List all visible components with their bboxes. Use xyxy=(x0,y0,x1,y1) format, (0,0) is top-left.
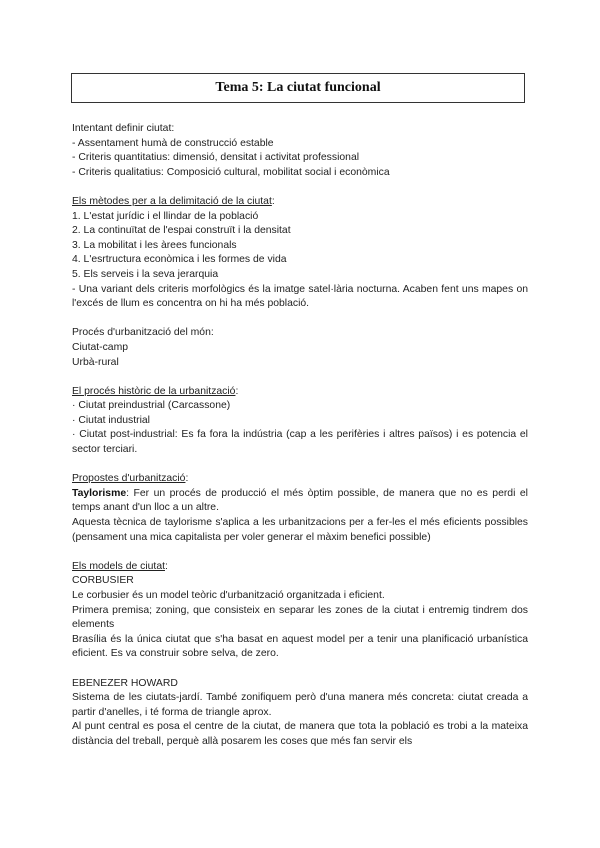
taylorisme-term: Taylorisme xyxy=(72,487,127,499)
taylorisme-application: Aquesta tècnica de taylorisme s'aplica a les urbanitzacions per a fer-les el més eficients possibles (pensament una mica capitalista per voler generar el màxim benefici possible) xyxy=(72,517,528,543)
history-heading: El procés històric de la urbanització: xyxy=(72,385,239,397)
document-body xyxy=(72,122,528,750)
corbusier-paragraph: Primera premisa; zoning, que consisteix en separar les zones de la ciutat i entremig tindrem dos elements xyxy=(72,604,528,631)
taylorisme-definition: Taylorisme: Fer un procés de producció el més òptim possible, de manera que no es perdi el temps anant d'un lloc a un altre. xyxy=(72,487,528,514)
intro-item: - Criteris qualitatius: Composició cultural, mobilitat social i econòmica xyxy=(72,166,390,178)
history-item: · Ciutat preindustrial (Carcassone) xyxy=(72,400,231,412)
methods-item: 1. L'estat jurídic i el llindar de la població xyxy=(72,210,259,222)
methods-item: 4. L'esrtructura econòmica i les formes de vida xyxy=(72,254,287,266)
methods-heading: Els mètodes per a la delimitació de la ciutat: xyxy=(72,195,275,207)
process-item: Ciutat-camp xyxy=(72,341,129,353)
corbusier-title: CORBUSIER xyxy=(72,575,134,587)
intro-label: Intentant definir ciutat: xyxy=(72,123,175,134)
howard-paragraph: Al punt central es posa el centre de la ciutat, de manera que tota la població es trobi a la mateixa distància del treball, perquè allà posarem les coses que més fan servir els xyxy=(72,721,528,747)
intro-item: - Assentament humà de construcció estable xyxy=(72,137,274,149)
page-title: Tema 5: La ciutat funcional xyxy=(71,73,525,103)
methods-item: 5. Els serveis i la seva jerarquia xyxy=(72,268,219,280)
proposals-heading: Propostes d'urbanització: xyxy=(72,473,189,485)
howard-title: EBENEZER HOWARD xyxy=(72,677,178,689)
intro-item: - Criteris quantitatius: dimensió, densitat i activitat professional xyxy=(72,152,360,164)
process-item: Urbà-rural xyxy=(72,356,119,368)
corbusier-paragraph: Le corbusier és un model teòric d'urbanització organitzada i eficient. xyxy=(72,590,385,601)
history-postindustrial: · Ciutat post-industrial: Es fa fora la indústria (cap a les perifèries i altres països) i es potencia el sector terciari. xyxy=(72,429,528,456)
methods-item: 2. La continuïtat de l'espai construït i la densitat xyxy=(72,225,291,237)
models-heading: Els models de ciutat: xyxy=(72,560,168,572)
methods-item: 3. La mobilitat i les àrees funcionals xyxy=(72,239,237,251)
history-item: · Ciutat industrial xyxy=(72,414,150,426)
howard-paragraph: Sistema de les ciutats-jardí. També zonifiquem però d'una manera més concreta: ciutat creada a partir d'anelles, i té forma de triangle aprox. xyxy=(72,692,528,718)
corbusier-paragraph: Brasília és la única ciutat que s'ha basat en aquest model per a tenir una planificació urbanística eficient. Es va construir sobre selva, de zero. xyxy=(72,633,528,660)
methods-note: - Una variant dels criteris morfològics és la imatge satel·lària nocturna. Acaben fent uns mapes on l'excés de llum es concentra on hi ha més població. xyxy=(72,283,528,310)
process-label: Procés d'urbanització del món: xyxy=(72,327,214,339)
